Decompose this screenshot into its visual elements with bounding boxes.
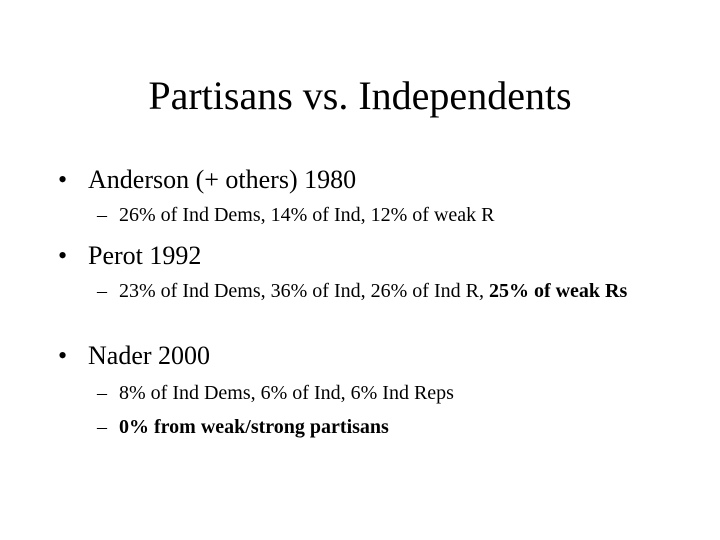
sub-bullet-perot-1 — [97, 278, 647, 304]
sub-bullet-text: 8% of Ind Dems, 6% of Ind, 6% Ind Reps — [119, 382, 454, 404]
bullet-dot: • — [58, 165, 68, 194]
dash-glyph: – — [97, 382, 107, 404]
bullet-perot — [58, 240, 201, 272]
bullet-dot: • — [58, 341, 68, 370]
sub-bullet-text: 26% of Ind Dems, 14% of Ind, 12% of weak R — [119, 204, 495, 226]
bullet-nader — [58, 340, 210, 372]
bullet-label: Nader 2000 — [88, 341, 211, 370]
sub-bullet-nader-1 — [97, 380, 657, 406]
bullet-dot: • — [58, 241, 68, 270]
sub-bullet-bold-text: 25% of weak Rs — [488, 280, 628, 302]
dash-glyph: – — [97, 280, 107, 302]
bullet-label: Perot 1992 — [88, 241, 202, 270]
sub-bullet-nader-2 — [97, 414, 657, 440]
dash-glyph: – — [97, 204, 107, 226]
sub-bullet-anderson-1 — [97, 202, 657, 228]
sub-bullet-text: 23% of Ind Dems, 36% of Ind, 26% of Ind R, — [119, 280, 489, 302]
sub-bullet-bold-text: 0% from weak/strong partisans — [119, 416, 389, 438]
bullet-anderson — [58, 164, 356, 196]
dash-glyph: – — [97, 416, 107, 438]
slide-title: Partisans vs. Independents — [148, 73, 572, 118]
bullet-label: Anderson (+ others) 1980 — [88, 165, 357, 194]
